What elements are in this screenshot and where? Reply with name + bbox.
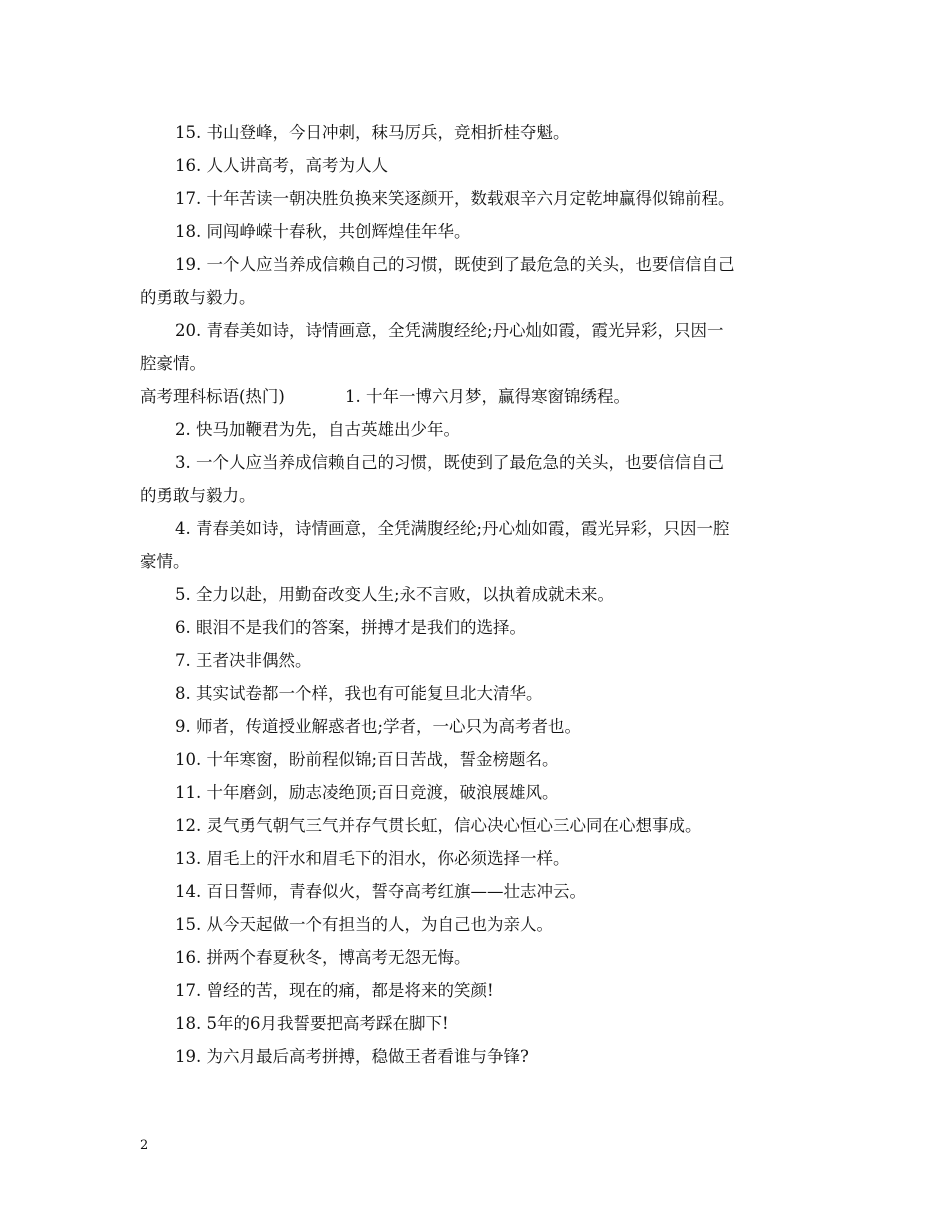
slogan-list-part-one xyxy=(140,116,820,380)
page-number: 2 xyxy=(140,1138,149,1153)
text-line: 14. 百日誓师，青春似火，誓夺高考红旗——壮志冲云。 xyxy=(175,882,586,901)
text-line: 11. 十年磨剑，励志凌绝顶;百日竞渡，破浪展雄风。 xyxy=(175,783,559,802)
text-line: 16. 拼两个春夏秋冬，博高考无怨无悔。 xyxy=(175,948,471,967)
text-line: 豪情。 xyxy=(140,552,190,571)
text-line: 15. 从今天起做一个有担当的人，为自己也为亲人。 xyxy=(175,915,553,934)
text-line: 17. 十年苦读一朝决胜负换来笑逐颜开，数载艰辛六月定乾坤赢得似锦前程。 xyxy=(175,189,735,208)
text-line: 10. 十年寒窗，盼前程似锦;百日苦战，誓金榜题名。 xyxy=(175,750,559,769)
text-line: 6. 眼泪不是我们的答案，拼搏才是我们的选择。 xyxy=(175,618,526,637)
text-line: 9. 师者，传道授业解惑者也;学者，一心只为高考者也。 xyxy=(175,717,582,736)
text-line: 12. 灵气勇气朝气三气并存气贯长虹，信心决心恒心三心同在心想事成。 xyxy=(175,816,702,835)
text-line: 3. 一个人应当养成信赖自己的习惯，既使到了最危急的关头，也要信信自己 xyxy=(175,453,724,472)
text-line: 16. 人人讲高考，高考为人人 xyxy=(175,156,388,175)
text-line: 8. 其实试卷都一个样，我也有可能复旦北大清华。 xyxy=(175,684,543,703)
text-line: 18. 5年的6月我誓要把高考踩在脚下! xyxy=(175,1014,449,1033)
text-line: 19. 一个人应当养成信赖自己的习惯，既使到了最危急的关头，也要信信自己 xyxy=(175,255,735,274)
section-title: 高考理科标语(热门) xyxy=(140,387,285,406)
slogan-list-part-two xyxy=(140,413,820,1073)
text-line: 的勇敢与毅力。 xyxy=(140,486,256,505)
document-body xyxy=(140,116,820,1073)
text-line: 13. 眉毛上的汗水和眉毛下的泪水，你必须选择一样。 xyxy=(175,849,570,868)
text-line: 19. 为六月最后高考拼搏，稳做王者看谁与争锋? xyxy=(175,1047,529,1066)
section-heading-line xyxy=(140,380,820,413)
text-line: 7. 王者决非偶然。 xyxy=(175,651,312,670)
section-first-item: 1. 十年一博六月梦，赢得寒窗锦绣程。 xyxy=(345,387,630,406)
text-line: 20. 青春美如诗，诗情画意，全凭满腹经纶;丹心灿如霞，霞光异彩，只因一 xyxy=(175,321,724,340)
text-line: 腔豪情。 xyxy=(140,354,206,373)
text-line: 2. 快马加鞭君为先，自古英雄出少年。 xyxy=(175,420,460,439)
text-line: 17. 曾经的苦，现在的痛，都是将来的笑颜! xyxy=(175,981,494,1000)
text-line: 4. 青春美如诗，诗情画意，全凭满腹经纶;丹心灿如霞，霞光异彩，只因一腔 xyxy=(175,519,730,538)
text-line: 的勇敢与毅力。 xyxy=(140,288,256,307)
text-line: 15. 书山登峰，今日冲刺，秣马厉兵，竞相折桂夺魁。 xyxy=(175,123,570,142)
text-line: 5. 全力以赴，用勤奋改变人生;永不言败，以执着成就未来。 xyxy=(175,585,615,604)
text-line: 18. 同闯峥嵘十春秋，共创辉煌佳年华。 xyxy=(175,222,471,241)
